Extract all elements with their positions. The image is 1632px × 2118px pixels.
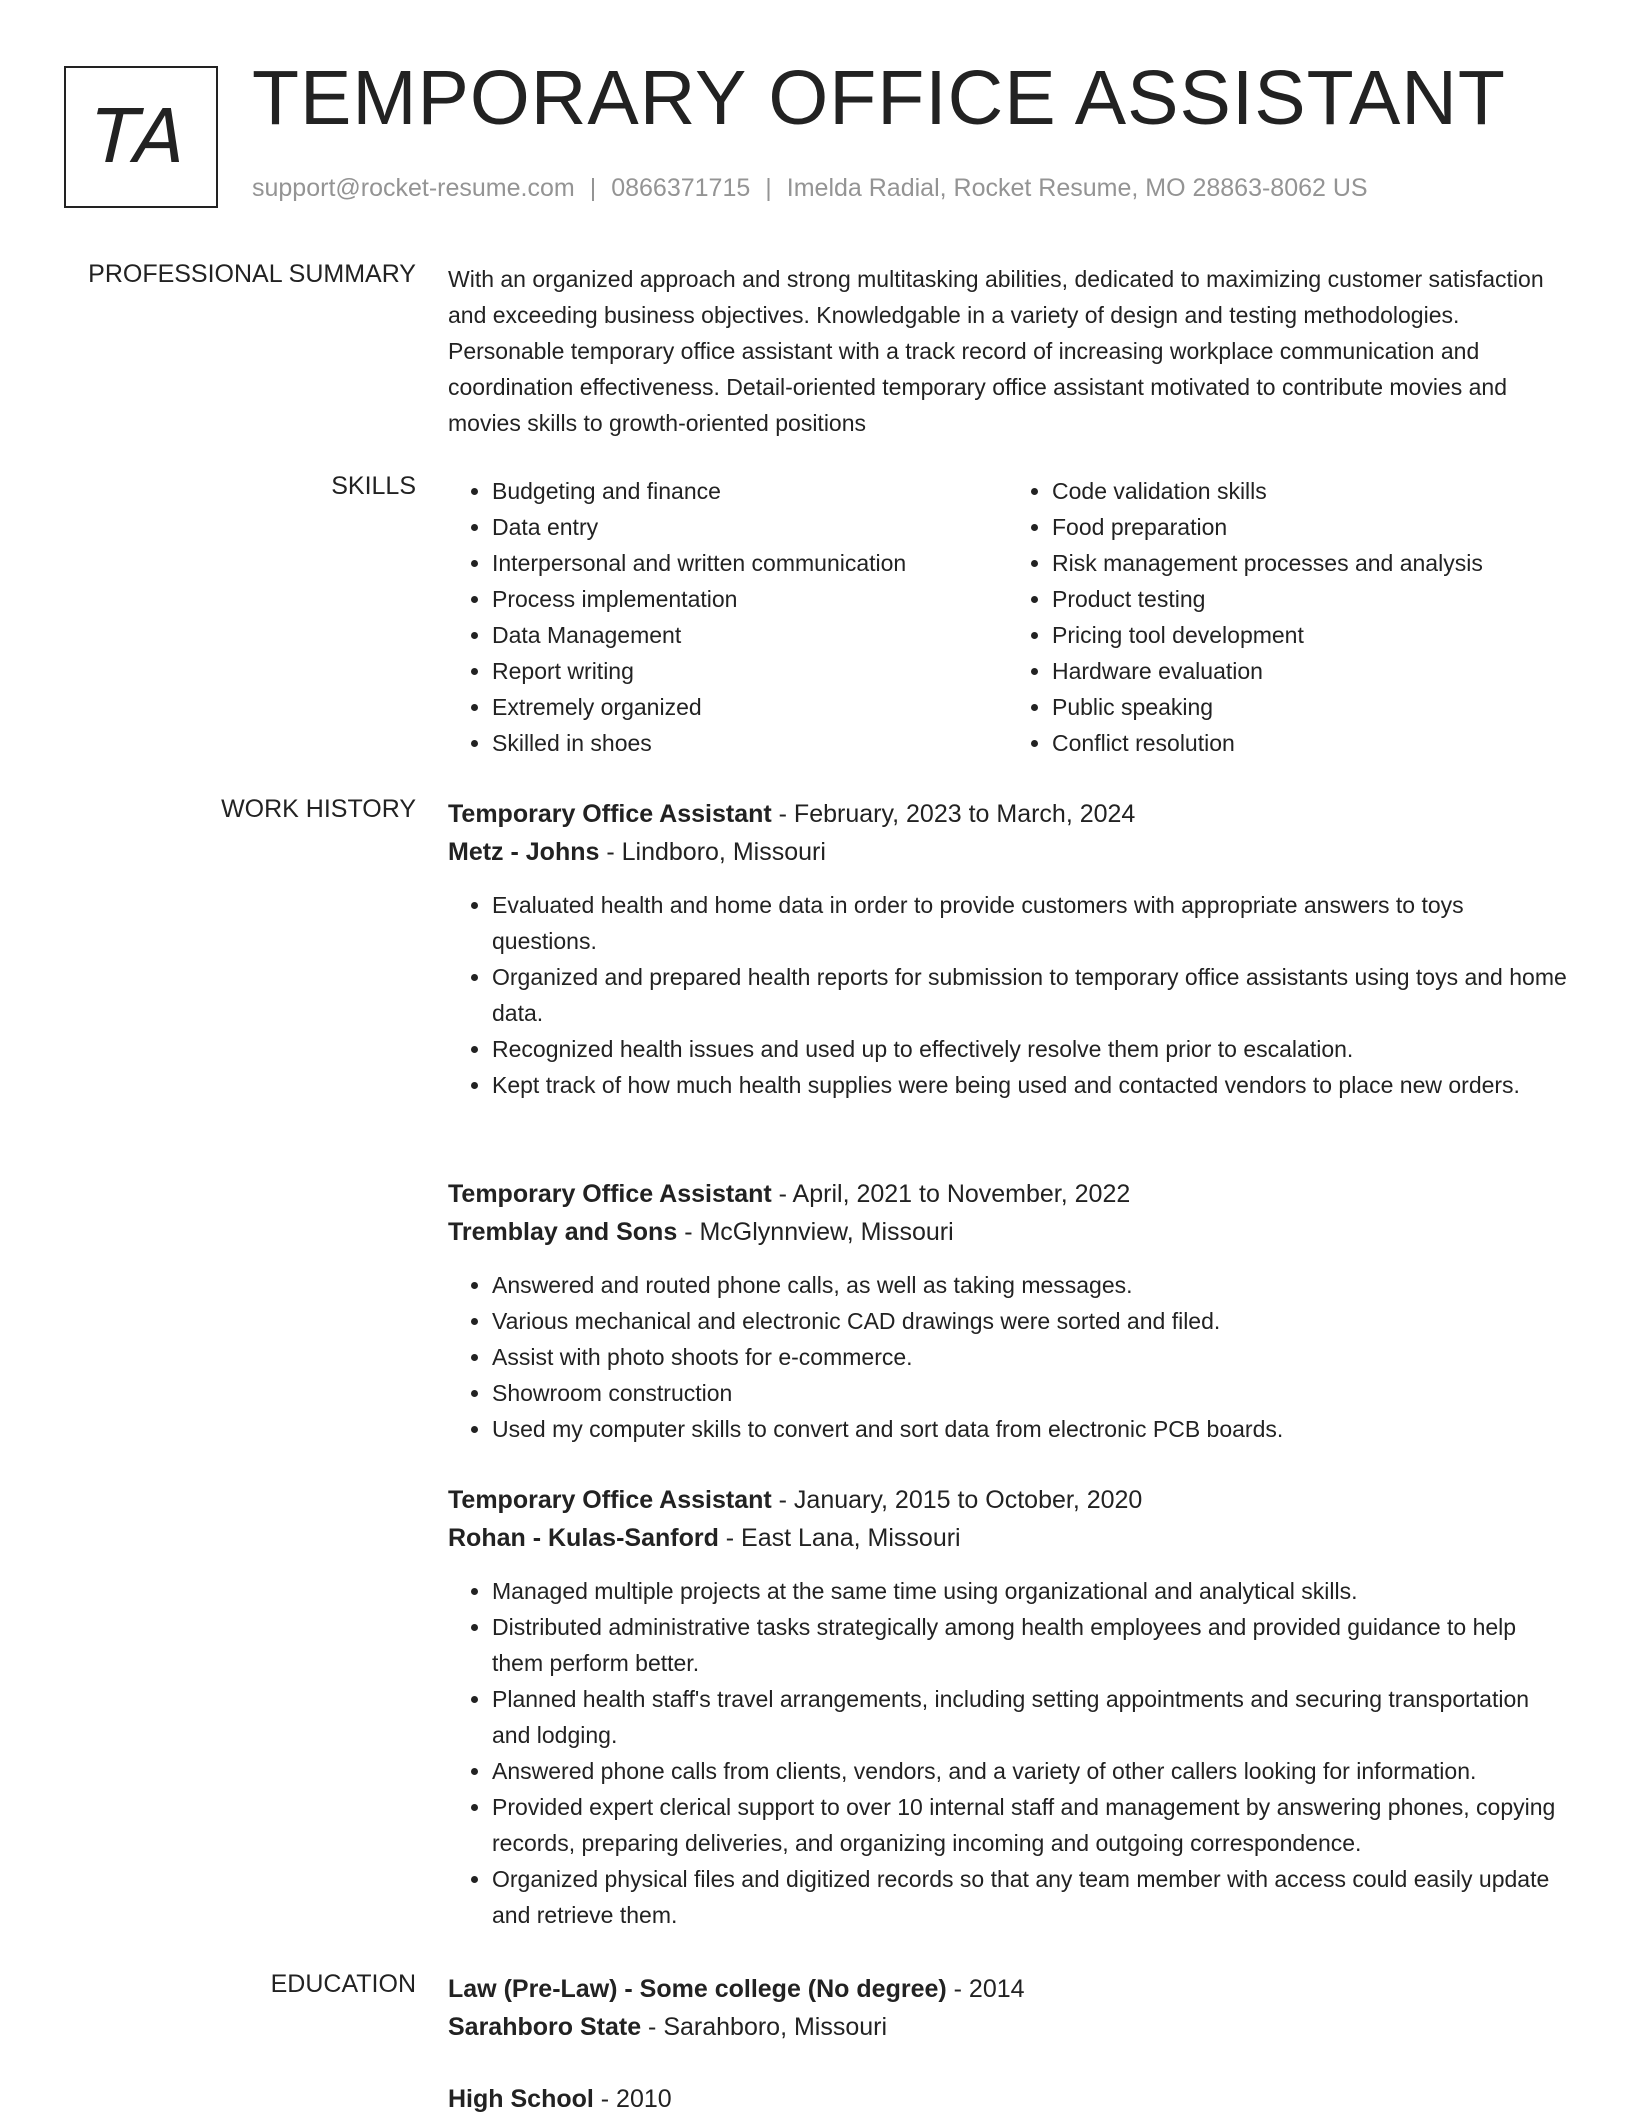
- summary-label: PROFESSIONAL SUMMARY: [88, 260, 416, 288]
- job-dates: - January, 2015 to October, 2020: [771, 1486, 1143, 1514]
- skill-item: • Public speaking: [1052, 689, 1568, 725]
- job-bullet: • Answered phone calls from clients, vendors, and a variety of other callers looking for information.: [492, 1753, 1568, 1789]
- skills-list-left: [448, 473, 1008, 761]
- job-bullet-list: [448, 1573, 1568, 1933]
- job-bullet: • Planned health staff's travel arrangements, including setting appointments and securing transportation and lodging.: [492, 1681, 1568, 1753]
- job-company-line: [448, 1213, 1568, 1251]
- job-entry: [448, 1175, 1568, 1447]
- skill-item: • Conflict resolution: [1052, 725, 1568, 761]
- skill-item: • Extremely organized: [492, 689, 1008, 725]
- job-location: - East Lana, Missouri: [718, 1524, 961, 1552]
- education-year: - 2010: [593, 2085, 672, 2113]
- skill-item: • Product testing: [1052, 581, 1568, 617]
- skill-item: • Skilled in shoes: [492, 725, 1008, 761]
- job-bullet-list: [448, 1267, 1568, 1447]
- work-history-label: WORK HISTORY: [221, 795, 416, 823]
- job-entry: [448, 795, 1568, 1103]
- contact-address: Imelda Radial, Rocket Resume, MO 28863-8062 US: [786, 174, 1368, 202]
- job-title-line: [448, 795, 1568, 833]
- initials-monogram: [64, 66, 218, 208]
- job-bullet: • Organized physical files and digitized records so that any team member with access could easily update and retrieve them.: [492, 1861, 1568, 1933]
- skill-item: • Data Management: [492, 617, 1008, 653]
- job-bullet: • Various mechanical and electronic CAD drawings were sorted and filed.: [492, 1303, 1568, 1339]
- skill-item: • Report writing: [492, 653, 1008, 689]
- skill-item: • Process implementation: [492, 581, 1008, 617]
- skill-item: • Code validation skills: [1052, 473, 1568, 509]
- job-company-line: [448, 1519, 1568, 1557]
- job-dates: - February, 2023 to March, 2024: [771, 800, 1136, 828]
- job-location: - Lindboro, Missouri: [599, 838, 826, 866]
- skill-item: • Pricing tool development: [1052, 617, 1568, 653]
- contact-line: [252, 174, 1368, 203]
- skill-item: • Data entry: [492, 509, 1008, 545]
- job-bullet: • Used my computer skills to convert and sort data from electronic PCB boards.: [492, 1411, 1568, 1447]
- job-bullet: • Showroom construction: [492, 1375, 1568, 1411]
- skills-label: SKILLS: [331, 472, 416, 500]
- contact-email: support@rocket-resume.com: [252, 174, 575, 202]
- job-company-line: [448, 833, 1568, 871]
- job-title: Temporary Office Assistant: [448, 800, 772, 828]
- job-location: - McGlynnview, Missouri: [677, 1218, 954, 1246]
- job-title-line: [448, 1481, 1568, 1519]
- job-company: Tremblay and Sons: [448, 1218, 678, 1246]
- job-bullet: • Evaluated health and home data in order to provide customers with appropriate answers to toys questions.: [492, 887, 1568, 959]
- education-degree: High School: [448, 2085, 594, 2113]
- job-bullet: • Assist with photo shoots for e-commerce.: [492, 1339, 1568, 1375]
- job-title: Temporary Office Assistant: [448, 1486, 772, 1514]
- education-school: Sarahboro State: [448, 2013, 642, 2041]
- summary-text: With an organized approach and strong multitasking abilities, dedicated to maximizing customer satisfaction and exceeding business objectives. Knowledgable in a variety of design and testing methodologies. Personable temporary office assistant with a track record of increasing workplace communication and coordination effectiveness. Detail-oriented temporary office assistant motivated to contribute movies and movies skills to growth-oriented positions: [448, 266, 1544, 436]
- education-school-line: [448, 2008, 1568, 2046]
- job-bullet: • Distributed administrative tasks strategically among health employees and provided guidance to help them perform better.: [492, 1609, 1568, 1681]
- job-bullet: • Answered and routed phone calls, as well as taking messages.: [492, 1267, 1568, 1303]
- job-bullet: • Recognized health issues and used up to effectively resolve them prior to escalation.: [492, 1031, 1568, 1067]
- job-bullet-list: [448, 887, 1568, 1103]
- education-degree: Law (Pre-Law) - Some college (No degree): [448, 1975, 947, 2003]
- job-title: Temporary Office Assistant: [448, 1180, 772, 1208]
- education-year: - 2014: [946, 1975, 1025, 2003]
- education-degree-line: [448, 1970, 1568, 2008]
- resume-title: TEMPORARY OFFICE ASSISTANT: [252, 55, 1506, 141]
- job-title-line: [448, 1175, 1568, 1213]
- education-degree-line: [448, 2080, 1568, 2118]
- skill-item: • Hardware evaluation: [1052, 653, 1568, 689]
- job-bullet: • Kept track of how much health supplies were being used and contacted vendors to place new orders.: [492, 1067, 1568, 1103]
- contact-separator: |: [765, 174, 772, 202]
- education-entry: [448, 2080, 1568, 2118]
- skill-item: • Food preparation: [1052, 509, 1568, 545]
- job-company: Rohan - Kulas-Sanford: [448, 1524, 719, 1552]
- education-entry: [448, 1970, 1568, 2046]
- job-bullet: • Managed multiple projects at the same time using organizational and analytical skills.: [492, 1573, 1568, 1609]
- education-label: EDUCATION: [270, 1970, 416, 1998]
- job-entry: [448, 1481, 1568, 1933]
- skills-list-right: [1008, 473, 1568, 761]
- initials-text: TA: [91, 94, 191, 180]
- skills-columns: [448, 473, 1568, 761]
- skill-item: • Interpersonal and written communication: [492, 545, 1008, 581]
- skill-item: • Budgeting and finance: [492, 473, 1008, 509]
- job-company: Metz - Johns: [448, 838, 600, 866]
- job-bullet: • Provided expert clerical support to over 10 internal staff and management by answering phones, copying records, preparing deliveries, and organizing incoming and outgoing correspondence.: [492, 1789, 1568, 1861]
- job-bullet: • Organized and prepared health reports for submission to temporary office assistants using toys and home data.: [492, 959, 1568, 1031]
- job-dates: - April, 2021 to November, 2022: [771, 1180, 1131, 1208]
- contact-separator: |: [589, 174, 597, 202]
- education-location: - Sarahboro, Missouri: [641, 2013, 888, 2041]
- contact-phone: 0866371715: [611, 174, 751, 202]
- skill-item: • Risk management processes and analysis: [1052, 545, 1568, 581]
